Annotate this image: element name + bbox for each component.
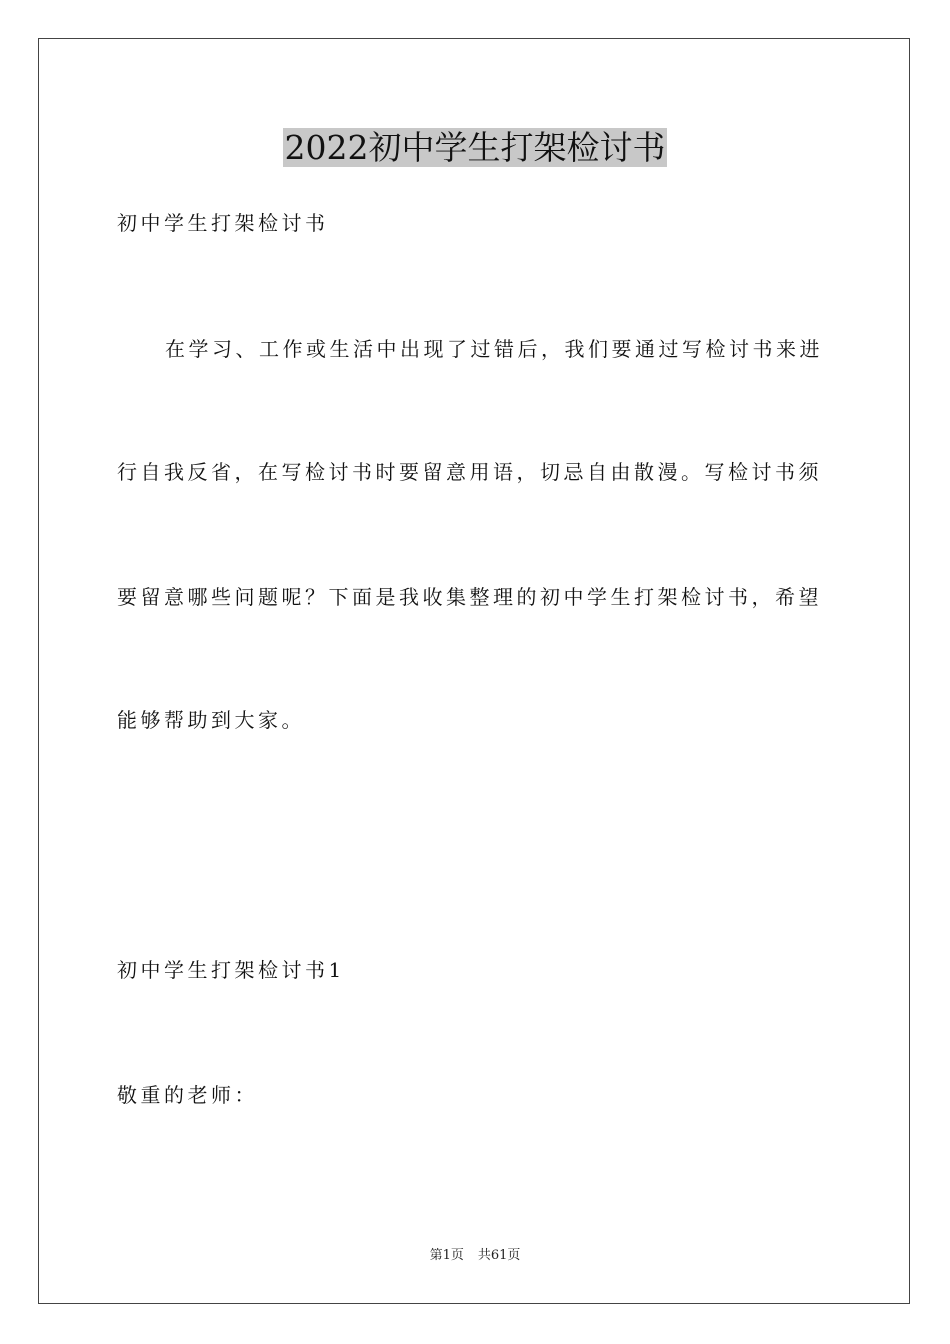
page-footer	[0, 1246, 950, 1266]
intro-line-3: 要留意哪些问题呢？下面是我收集整理的初中学生打架检讨书，希望	[117, 585, 822, 609]
document-title	[0, 126, 950, 170]
document-subtitle: 初中学生打架检讨书	[117, 211, 329, 235]
page-total: 共61页	[477, 1248, 521, 1263]
intro-line-4: 能够帮助到大家。	[117, 708, 305, 732]
salutation: 敬重的老师：	[117, 1083, 258, 1107]
intro-line-1: 在学习、工作或生活中出现了过错后，我们要通过写检讨书来进	[165, 337, 823, 361]
page-number: 第1页	[429, 1248, 464, 1263]
document-title-text: 2022初中学生打架检讨书	[284, 128, 666, 167]
section-heading: 初中学生打架检讨书1	[117, 958, 345, 982]
intro-line-2: 行自我反省，在写检讨书时要留意用语，切忌自由散漫。写检讨书须	[117, 460, 822, 484]
